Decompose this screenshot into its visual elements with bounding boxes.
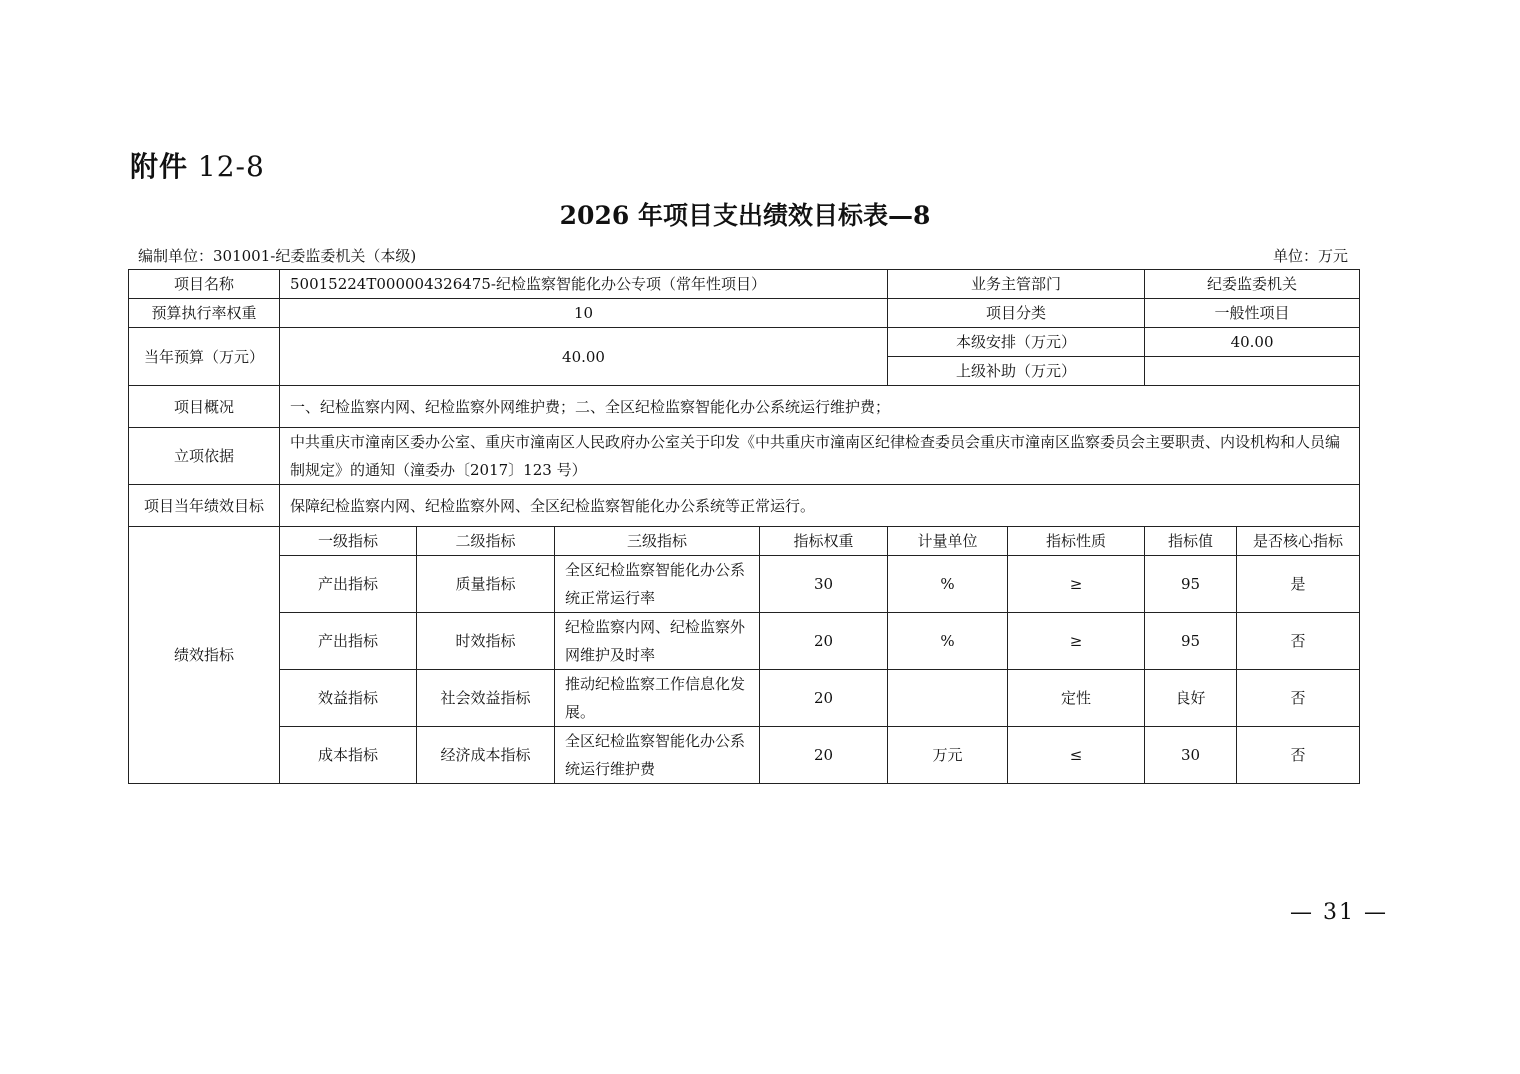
row-budget — [129, 328, 1360, 357]
row-overview — [129, 386, 1360, 428]
header-level1: 一级指标 — [280, 527, 417, 556]
money-unit: 单位：万元 — [1272, 247, 1348, 265]
value-cell: 95 — [1145, 556, 1237, 613]
level2-cell: 时效指标 — [417, 613, 555, 670]
level3-cell: 推动纪检监察工作信息化发展。 — [555, 670, 760, 727]
weight-label: 预算执行率权重 — [129, 299, 280, 328]
indicator-row — [129, 556, 1360, 613]
header-level2: 二级指标 — [417, 527, 555, 556]
header-core: 是否核心指标 — [1237, 527, 1360, 556]
page-title: 2026 年项目支出绩效目标表—8 — [559, 201, 931, 230]
indicator-row — [129, 727, 1360, 784]
performance-table — [128, 269, 1360, 784]
level2-cell: 社会效益指标 — [417, 670, 555, 727]
level1-cell: 产出指标 — [280, 556, 417, 613]
level3-cell: 全区纪检监察智能化办公系统正常运行率 — [555, 556, 760, 613]
level2-cell: 经济成本指标 — [417, 727, 555, 784]
level3-cell: 纪检监察内网、纪检监察外网维护及时率 — [555, 613, 760, 670]
basis-label: 立项依据 — [129, 428, 280, 485]
compiling-unit: 编制单位：301001-纪委监委机关（本级) — [138, 247, 417, 265]
header-nature: 指标性质 — [1008, 527, 1145, 556]
core-cell: 否 — [1237, 727, 1360, 784]
weight-cell: 30 — [760, 556, 888, 613]
header-unit: 计量单位 — [888, 527, 1008, 556]
goal-label: 项目当年绩效目标 — [129, 485, 280, 527]
dept-label: 业务主管部门 — [888, 270, 1145, 299]
attachment-prefix: 附件 — [130, 150, 189, 183]
indicator-row — [129, 613, 1360, 670]
row-weight — [129, 299, 1360, 328]
overview-label: 项目概况 — [129, 386, 280, 428]
budget-value: 40.00 — [280, 328, 888, 386]
project-name-label: 项目名称 — [129, 270, 280, 299]
overview-value: 一、纪检监察内网、纪检监察外网维护费；二、全区纪检监察智能化办公系统运行维护费； — [280, 386, 1360, 428]
level2-cell: 质量指标 — [417, 556, 555, 613]
row-basis — [129, 428, 1360, 485]
core-cell: 是 — [1237, 556, 1360, 613]
unit-cell: % — [888, 613, 1008, 670]
project-name-value: 50015224T000004326475-纪检监察智能化办公专项（常年性项目） — [280, 270, 888, 299]
weight-value: 10 — [280, 299, 888, 328]
weight-cell: 20 — [760, 613, 888, 670]
core-cell: 否 — [1237, 613, 1360, 670]
indicator-row — [129, 670, 1360, 727]
page-number: — 31 — — [1290, 900, 1388, 925]
category-value: 一般性项目 — [1145, 299, 1360, 328]
nature-cell: ≤ — [1008, 727, 1145, 784]
weight-cell: 20 — [760, 727, 888, 784]
local-value: 40.00 — [1145, 328, 1360, 357]
attachment-number: 12-8 — [188, 150, 265, 183]
nature-cell: ≥ — [1008, 556, 1145, 613]
category-label: 项目分类 — [888, 299, 1145, 328]
value-cell: 95 — [1145, 613, 1237, 670]
unit-cell: % — [888, 556, 1008, 613]
header-weight: 指标权重 — [760, 527, 888, 556]
row-goal — [129, 485, 1360, 527]
level1-cell: 成本指标 — [280, 727, 417, 784]
row-project-name — [129, 270, 1360, 299]
unit-cell — [888, 670, 1008, 727]
dept-value: 纪委监委机关 — [1145, 270, 1360, 299]
header-level3: 三级指标 — [555, 527, 760, 556]
level1-cell: 效益指标 — [280, 670, 417, 727]
indicator-header-row — [129, 527, 1360, 556]
local-label: 本级安排（万元） — [888, 328, 1145, 357]
goal-value: 保障纪检监察内网、纪检监察外网、全区纪检监察智能化办公系统等正常运行。 — [280, 485, 1360, 527]
indicators-section-label: 绩效指标 — [129, 527, 280, 784]
value-cell: 30 — [1145, 727, 1237, 784]
core-cell: 否 — [1237, 670, 1360, 727]
unit-cell: 万元 — [888, 727, 1008, 784]
budget-label: 当年预算（万元） — [129, 328, 280, 386]
basis-value: 中共重庆市潼南区委办公室、重庆市潼南区人民政府办公室关于印发《中共重庆市潼南区纪律检查委员会重庆市潼南区监察委员会主要职责、内设机构和人员编制规定》的通知（潼委办〔2017〕123 号） — [280, 428, 1360, 485]
level1-cell: 产出指标 — [280, 613, 417, 670]
nature-cell: 定性 — [1008, 670, 1145, 727]
attachment-label — [130, 145, 265, 185]
level3-cell: 全区纪检监察智能化办公系统运行维护费 — [555, 727, 760, 784]
upper-value — [1145, 357, 1360, 386]
value-cell: 良好 — [1145, 670, 1237, 727]
nature-cell: ≥ — [1008, 613, 1145, 670]
upper-label: 上级补助（万元） — [888, 357, 1145, 386]
header-value: 指标值 — [1145, 527, 1237, 556]
weight-cell: 20 — [760, 670, 888, 727]
